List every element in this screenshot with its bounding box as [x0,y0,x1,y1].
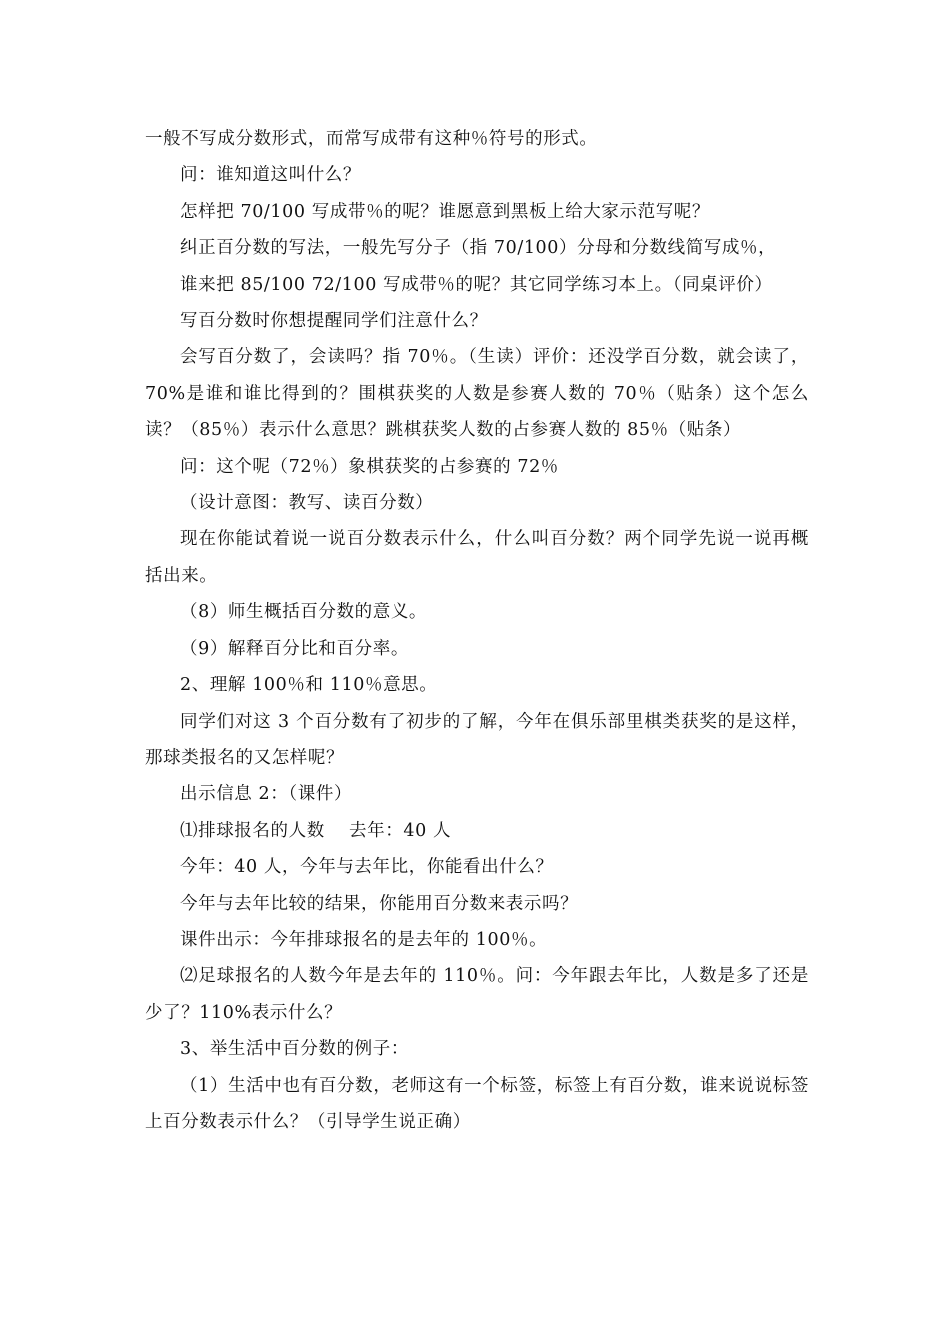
paragraph: 今年：40 人，今年与去年比，你能看出什么？ [180,857,554,878]
paragraph: 纠正百分数的写法，一般先写分子（指 70/100）分母和分数线简写成％， [180,238,777,259]
paragraph: （1）生活中也有百分数，老师这有一个标签，标签上有百分数，谁来说说标签上百分数表示什么？（引导学生说正确） [145,1075,809,1132]
paragraph: ⑴排球报名的人数 去年：40 人 [180,820,452,841]
paragraph: （设计意图：教写、读百分数） [180,493,434,514]
paragraph: （8）师生概括百分数的意义。 [180,602,428,623]
paragraph: ⑵足球报名的人数今年是去年的 110％。问：今年跟去年比，人数是多了还是少了？110%表示什么？ [145,966,809,1023]
paragraph: 问：谁知道这叫什么？ [180,165,361,186]
paragraph: （9）解释百分比和百分率。 [180,638,409,659]
paragraph: 出示信息 2：（课件） [180,784,353,805]
paragraph: 写百分数时你想提醒同学们注意什么？ [180,311,488,332]
paragraph: 谁来把 85/100 72/100 写成带％的呢？其它同学练习本上。（同桌评价） [180,274,773,295]
paragraph: 2、理解 100％和 110％意思。 [180,675,438,696]
paragraph: 问：这个呢（72％）象棋获奖的占参赛的 72％ [180,456,559,477]
paragraph: 同学们对这 3 个百分数有了初步的了解，今年在俱乐部里棋类获奖的是这样，那球类报名的又怎样呢？ [145,711,809,768]
paragraph: 一般不写成分数形式，而常写成带有这种％符号的形式。 [145,129,598,149]
paragraph: 课件出示：今年排球报名的是去年的 100％。 [180,929,548,950]
paragraph: 3、举生活中百分数的例子： [180,1039,409,1060]
paragraph: 现在你能试着说一说百分数表示什么，什么叫百分数？两个同学先说一说再概括出来。 [145,529,809,586]
paragraph: 会写百分数了，会读吗？指 70％。（生读）评价：还没学百分数，就会读了，70%是谁和谁比得到的？围棋获奖的人数是参赛人数的 70％（贴条）这个怎么读？（85％）表示什么意思？跳棋获奖人数的占参赛人数的 85％（贴条） [145,347,809,441]
document-body [145,121,809,1140]
paragraph: 今年与去年比较的结果，你能用百分数来表示吗？ [180,893,579,914]
paragraph: 怎样把 70/100 写成带％的呢？谁愿意到黑板上给大家示范写呢？ [180,201,710,222]
